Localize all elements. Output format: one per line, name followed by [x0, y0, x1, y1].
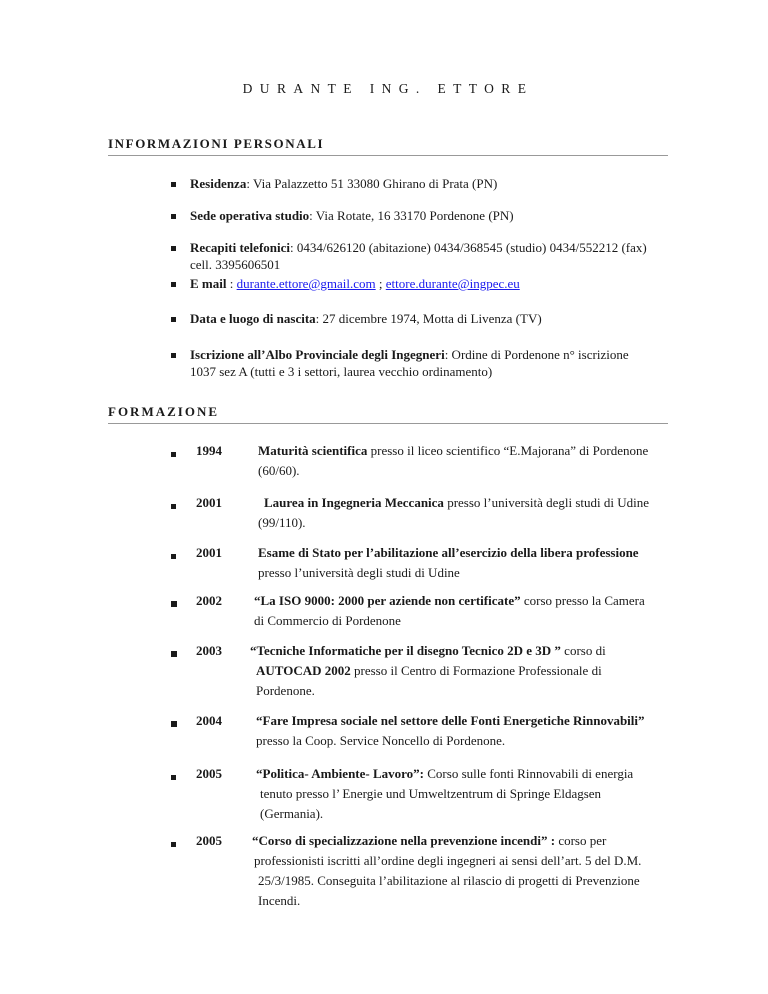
year-label: 2001 [196, 545, 222, 560]
recapiti-label: Recapiti telefonici [190, 240, 290, 255]
bullet-icon [171, 601, 177, 607]
item-text: corso di [560, 643, 606, 658]
formazione-item [256, 711, 666, 751]
residenza-label: Residenza [190, 176, 247, 191]
email-link-1[interactable]: durante.ettore@gmail.com [236, 276, 376, 291]
item-title-2: AUTOCAD 2002 [256, 663, 351, 678]
item-text-2: presso il Centro di Formazione Professionale di [350, 663, 602, 678]
albo-value: : Ordine di Pordenone n° iscrizione [444, 347, 629, 362]
bullet-icon [171, 651, 177, 657]
bullet-icon [171, 353, 176, 358]
recapiti-value: : 0434/626120 (abitazione) 0434/368545 (studio) 0434/552212 (fax) [290, 240, 647, 255]
formazione-item [252, 831, 672, 911]
item-title: “Corso di specializzazione nella prevenzione incendi” : [252, 833, 556, 848]
year-label: 2004 [196, 713, 222, 728]
nascita-line [190, 310, 658, 327]
bullet-icon [171, 214, 176, 219]
formazione-item [258, 543, 668, 583]
email-separator: ; [375, 276, 386, 291]
residenza-value: : Via Palazzetto 51 33080 Ghirano di Prata (PN) [246, 176, 498, 191]
item-text-4: Incendi. [258, 893, 301, 908]
year-label: 2003 [196, 643, 222, 658]
formazione-item [256, 764, 666, 824]
item-text-2: (60/60). [258, 463, 300, 478]
item-title: “Fare Impresa sociale nel settore delle Fonti Energetiche Rinnovabili” [256, 713, 645, 728]
item-text: presso l’università degli studi di Udine [443, 495, 650, 510]
sede-label: Sede operativa studio [190, 208, 310, 223]
sede-value: : Via Rotate, 16 33170 Pordenone (PN) [309, 208, 514, 223]
residenza-line [190, 175, 658, 192]
formazione-item [258, 441, 658, 481]
item-text: Corso sulle fonti Rinnovabili di energia [424, 766, 634, 781]
formazione-item [250, 641, 660, 701]
email-link-2[interactable]: ettore.durante@ingpec.eu [385, 276, 520, 291]
item-title: Esame di Stato per l’abilitazione all’esercizio della libera professione [258, 545, 639, 560]
formazione-item [254, 591, 664, 631]
email-label: E mail [190, 276, 227, 291]
item-text-2: presso l’università degli studi di Udine [258, 565, 460, 580]
sede-line [190, 207, 658, 224]
item-title: Maturità scientifica [258, 443, 368, 458]
year-label: 2001 [196, 495, 222, 510]
bullet-icon [171, 282, 176, 287]
bullet-icon [171, 452, 176, 457]
item-title: “Politica- Ambiente- Lavoro”: [256, 766, 425, 781]
item-text-3: Pordenone. [256, 683, 315, 698]
item-text-3: 25/3/1985. Conseguita l’abilitazione al rilascio di progetti di Prevenzione [258, 873, 640, 888]
bullet-icon [171, 504, 176, 509]
item-text-2: professionisti iscritti all’ordine degli ingegneri ai sensi dell’art. 5 del D.M. [254, 853, 642, 868]
item-text: corso per [555, 833, 607, 848]
albo-label: Iscrizione all’Albo Provinciale degli Ingegneri [190, 347, 445, 362]
item-text-2: tenuto presso l’ Energie und Umweltzentrum di Springe Eldagsen [260, 786, 602, 801]
year-label: 2005 [196, 766, 222, 781]
bullet-icon [171, 317, 176, 322]
year-label: 2005 [196, 833, 222, 848]
recapiti-line [190, 239, 658, 273]
item-title: “La ISO 9000: 2000 per aziende non certificate” [254, 593, 521, 608]
year-label: 1994 [196, 443, 222, 458]
item-text-2: (99/110). [258, 515, 306, 530]
email-line [190, 275, 658, 292]
item-text-2: di Commercio di Pordenone [254, 613, 401, 628]
item-text-2: presso la Coop. Service Noncello di Pordenone. [256, 733, 506, 748]
section-formazione-title: FORMAZIONE [108, 404, 668, 424]
item-text-3: (Germania). [260, 806, 324, 821]
formazione-item [258, 493, 658, 533]
recapiti-cell: cell. 3395606501 [190, 257, 281, 272]
bullet-icon [171, 842, 176, 847]
item-title: Laurea in Ingegneria Meccanica [264, 495, 444, 510]
bullet-icon [171, 246, 176, 251]
item-title: “Tecniche Informatiche per il disegno Tecnico 2D e 3D ” [250, 643, 561, 658]
year-label: 2002 [196, 593, 222, 608]
email-separator: : [226, 276, 237, 291]
bullet-icon [171, 775, 176, 780]
nascita-label: Data e luogo di nascita [190, 311, 316, 326]
albo-line [190, 346, 658, 380]
item-text: corso presso la Camera [520, 593, 645, 608]
item-text: presso il liceo scientifico “E.Majorana” di Pordenone [367, 443, 649, 458]
bullet-icon [171, 182, 176, 187]
nascita-value: : 27 dicembre 1974, Motta di Livenza (TV) [315, 311, 542, 326]
bullet-icon [171, 721, 177, 727]
section-personal-title: INFORMAZIONI PERSONALI [108, 136, 668, 156]
document-title: DURANTE ING. ETTORE [242, 81, 534, 96]
albo-value-2: 1037 sez A (tutti e 3 i settori, laurea vecchio ordinamento) [190, 364, 493, 379]
bullet-icon [171, 554, 176, 559]
